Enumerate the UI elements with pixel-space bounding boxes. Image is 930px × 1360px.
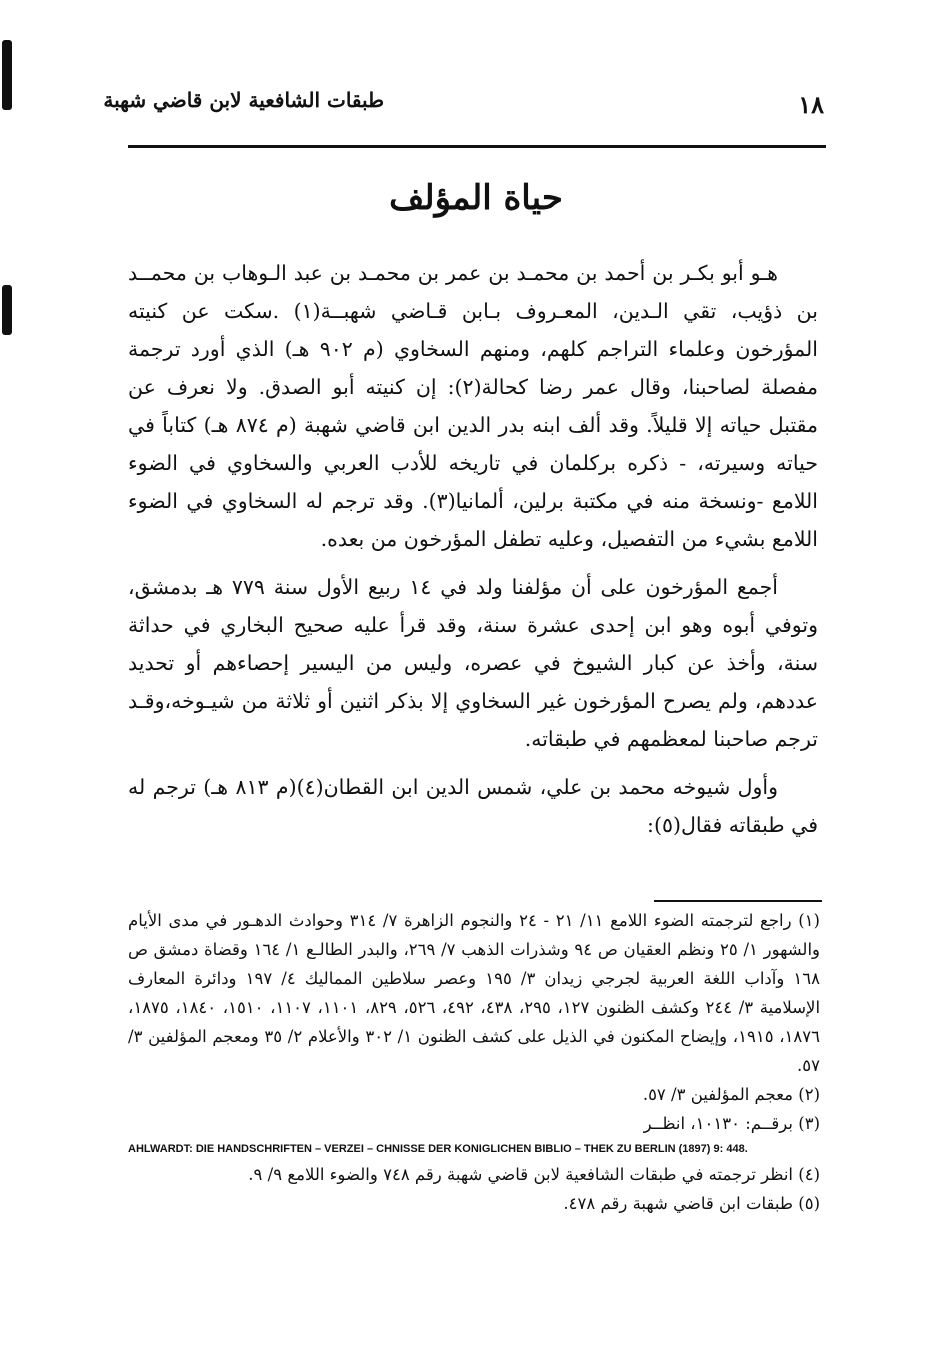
scan-edge: [0, 0, 18, 1360]
body-text: [128, 254, 818, 854]
paragraph: هـو أبو بكـر بن أحمد بن محمـد بن عمر بن محمـد بن عبد الـوهاب بن محمــد بن ذؤيب، تقي الـدين، المعـروف بـابن قـاضي شهبــة(١) .سكت عن كنيته المؤرخون وعلماء التراجم كلهم، ومنهم السخاوي (م ٩٠٢ هـ) الذي أورد ترجمة مفصلة لصاحبنا، وقال عمر رضا كحالة(٢): إن كنيته أبو الصدق. ولا نعرف عن مقتبل حياته إلا قليلاً. وقد ألف ابنه بدر الدين ابن قاضي شهبة (م ٨٧٤ هـ) كتاباً في حياته وسيرته، - ذكره بركلمان في تاريخه للأدب العربي والسخاوي في الضوء اللامع -ونسخة منه في مكتبة برلين، ألمانيا(٣). وقد ترجم له السخاوي في الضوء اللامع بشيء من التفصيل، وعليه تطفل المؤرخون من بعده.: [128, 261, 818, 551]
footnote-3: (٣) برقــم: ١٠١٣٠، انظــر: [643, 1114, 820, 1133]
paragraph: أجمع المؤرخون على أن مؤلفنا ولد في ١٤ ربيع الأول سنة ٧٧٩ هـ بدمشق، وتوفي أبوه وهو ابن إحدى عشرة سنة، وقد قرأ عليه صحيح البخاري في حداثة سنة، وأخذ عن كبار الشيوخ في عصره، وليس من اليسير إحصاءهم أو تحديد عددهم، ولم يصرح المؤرخون غير السخاوي إلا بذكر اثنين أو ثلاثة من شيـوخه،وقـد ترجم صاحبنا لمعظمهم في طبقاته.: [128, 575, 818, 751]
footnote-4: (٤) انظر ترجمته في طبقات الشافعية لابن قاضي شهبة رقم ٧٤٨ والضوء اللامع ٩/ ٩.: [248, 1165, 820, 1184]
chapter-title: حياة المؤلف: [389, 178, 563, 218]
running-title: طبقات الشافعية لابن قاضي شهبة: [103, 88, 384, 112]
footnotes: [128, 906, 820, 1218]
page-header: [103, 88, 824, 134]
paragraph: وأول شيوخه محمد بن علي، شمس الدين ابن القطان(٤)(م ٨١٣ هـ) ترجم له في طبقاته فقال(٥):: [128, 775, 818, 837]
footnote-5: (٥) طبقات ابن قاضي شهبة رقم ٤٧٨.: [563, 1194, 820, 1213]
footnote-rule: [654, 900, 822, 902]
footnote-2: (٢) معجم المؤلفين ٣/ ٥٧.: [642, 1085, 820, 1104]
scan-shadow-mark: [2, 285, 12, 335]
footnote-1: (١) راجع لترجمته الضوء اللامع ١١/ ٢١ - ٢٤ والنجوم الزاهرة ٧/ ٣١٤ وحوادث الدهـور في مدى الأيام والشهور ١/ ٢٥ ونظم العقيان ص ٩٤ وشذرات الذهب ٧/ ٢٦٩، والبدر الطالـع ١/ ١٦٤ وقضاة دمشق ص ١٦٨ وآداب اللغة العربية لجرجي زيدان ٣/ ١٩٥ وعصر سلاطين المماليك ٤/ ١٩٧ ودائرة المعارف الإسلامية ٣/ ٢٤٤ وكشف الظنون ١٢٧، ٢٩٥، ٤٣٨، ٤٩٢، ٥٢٦، ٨٢٩، ١١٠١، ١١٠٧، ١٥١٠، ١٨٤٠، ١٨٧٥، ١٨٧٦، ١٩١٥، وإيضاح المكنون في الذيل على كشف الظنون ١/ ٣٠٢ والأعلام ٢/ ٣٥ ومعجم المؤلفين ٣/ ٥٧.: [128, 911, 821, 1075]
footnote-3-latin-reference: AHLWARDT: DIE HANDSCHRIFTEN – VERZEI – CHNISSE DER KONIGLICHEN BIBLIO – THEK ZU BERLIN (1897) 9: 448.: [128, 1143, 748, 1155]
scan-shadow-mark: [2, 40, 12, 110]
header-rule: [128, 145, 826, 148]
page-number: ١٨: [798, 90, 824, 119]
